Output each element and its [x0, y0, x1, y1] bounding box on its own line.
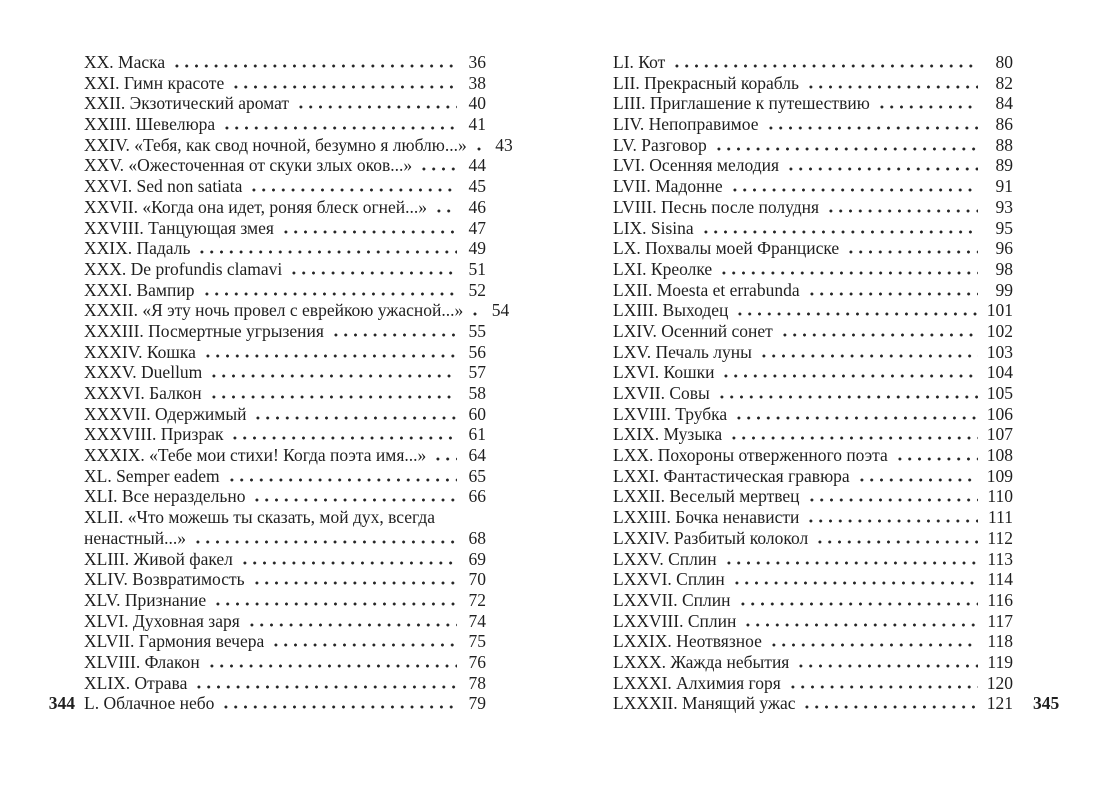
toc-entry [84, 631, 486, 652]
dot-leader [209, 366, 457, 378]
toc-entry [613, 93, 1013, 114]
dot-leader [213, 594, 457, 606]
toc-entry-page-number: 72 [468, 589, 486, 610]
toc-entry-title: XLVIII. Флакон [84, 651, 200, 672]
dot-leader [807, 284, 978, 296]
toc-entry-title: XXI. Гимн красоте [84, 72, 225, 93]
toc-entry-title: XXXVII. Одержимый [84, 403, 247, 424]
toc-entry [613, 652, 1013, 673]
toc-entry [84, 238, 486, 259]
toc-entry-page-number: 66 [468, 486, 486, 507]
toc-entry-title: LXVIII. Трубка [613, 403, 728, 424]
dot-leader [202, 284, 458, 296]
toc-entry-title: XXIX. Падаль [84, 238, 191, 259]
toc-entry-title: LX. Похвалы моей Франциске [613, 238, 840, 259]
toc-entry-title: LVI. Осенняя мелодия [613, 155, 780, 176]
toc-entry [613, 528, 1013, 549]
toc-entry [84, 114, 486, 135]
toc-entry-page-number: 110 [987, 486, 1013, 507]
toc-entry-title: XX. Маска [84, 52, 166, 72]
toc-entry-title: LIX. Sisina [613, 217, 694, 238]
toc-entry [84, 590, 486, 611]
toc-entry-title: XLVII. Гармония вечера [84, 631, 265, 652]
dot-leader [877, 97, 978, 109]
toc-entry [84, 155, 486, 176]
toc-entry [84, 197, 486, 218]
dot-leader [227, 470, 457, 482]
toc-entry-page-number: 57 [468, 362, 486, 383]
toc-entry-page-number: 60 [468, 403, 486, 424]
toc-entry [613, 631, 1013, 652]
toc-entry [613, 549, 1013, 570]
toc-entry-page-number: 114 [987, 569, 1013, 590]
dot-leader [209, 387, 457, 399]
dot-leader [719, 263, 978, 275]
toc-entry-title: LVII. Мадонне [613, 176, 723, 197]
toc-entry-title: XXIV. «Тебя, как свод ночной, безумно я люблю...» [84, 134, 467, 155]
dot-leader [806, 511, 978, 523]
toc-entry-page-number: 104 [986, 362, 1013, 383]
dot-leader [172, 56, 457, 68]
dot-leader [271, 635, 457, 647]
toc-entry [613, 52, 1013, 73]
toc-entry [84, 93, 486, 114]
toc-entry [613, 114, 1013, 135]
dot-leader [759, 346, 978, 358]
toc-entry-title: LXXIX. Неотвязное [613, 631, 762, 652]
toc-entry [613, 321, 1013, 342]
toc-entry [84, 507, 486, 528]
dot-leader [807, 490, 978, 502]
toc-entry-title: XXXII. «Я эту ночь провел с еврейкою ужасной...» [84, 300, 464, 321]
toc-entry-page-number: 111 [988, 507, 1013, 528]
dot-leader [433, 449, 457, 461]
toc-entry [84, 362, 486, 383]
toc-entry [84, 280, 486, 301]
dot-leader [470, 304, 480, 316]
toc-entry-page-number: 56 [468, 341, 486, 362]
dot-leader [743, 615, 978, 627]
toc-entry-title: LXXX. Жажда небытия [613, 651, 790, 672]
toc-entry-page-number: 46 [468, 196, 486, 217]
toc-entry-title: LII. Прекрасный корабль [613, 72, 799, 93]
toc-entry-title: LXII. Moesta et errabunda [613, 279, 800, 300]
toc-entry [613, 383, 1013, 404]
toc-entry [613, 673, 1013, 694]
toc-entry-page-number: 76 [468, 651, 486, 672]
toc-entry [613, 611, 1013, 632]
toc-entry [84, 673, 486, 694]
dot-leader [780, 325, 978, 337]
dot-leader [289, 263, 457, 275]
dot-leader [857, 470, 978, 482]
toc-entry-page-number: 112 [987, 527, 1013, 548]
toc-entry-page-number: 113 [987, 548, 1013, 569]
toc-entry [84, 549, 486, 570]
dot-leader [193, 532, 457, 544]
toc-entry-page-number: 68 [468, 527, 486, 548]
toc-entry [84, 652, 486, 673]
toc-entry [84, 611, 486, 632]
toc-entry [84, 218, 486, 239]
toc-entry-page-number: 105 [986, 383, 1013, 403]
toc-entry-title: LXXXII. Манящий ужас [613, 693, 796, 714]
toc-entry [84, 569, 486, 590]
dot-leader [714, 139, 978, 151]
toc-entry-title: LXXIII. Бочка ненависти [613, 507, 800, 528]
toc-entry-title: XLII. «Что можешь ты сказать, мой дух, всегда [84, 507, 436, 528]
dot-leader [252, 490, 457, 502]
toc-entry-page-number: 107 [986, 424, 1013, 445]
toc-entry-page-number: 58 [468, 383, 486, 403]
toc-entry-title: XXXVI. Балкон [84, 383, 202, 403]
dot-leader [230, 428, 457, 440]
dot-leader [769, 635, 978, 647]
page-folio-right: 345 [1033, 693, 1060, 714]
toc-entry-page-number: 55 [468, 320, 486, 341]
toc-entry-title: LXXXI. Алхимия горя [613, 672, 781, 693]
toc-entry [613, 155, 1013, 176]
dot-leader [788, 677, 978, 689]
toc-entry-title: XXX. De profundis clamavi [84, 258, 283, 279]
page-folio-left: 344 [48, 693, 75, 714]
toc-entry [613, 176, 1013, 197]
toc-entry-title: XXXIII. Посмертные угрызения [84, 320, 324, 341]
dot-leader [802, 697, 978, 709]
toc-entry-page-number: 120 [986, 672, 1013, 693]
toc-entry [84, 466, 486, 487]
toc-entry-page-number: 80 [995, 52, 1013, 72]
toc-entry [613, 569, 1013, 590]
toc-entry-title: LVIII. Песнь после полудня [613, 196, 820, 217]
toc-entry-page-number: 54 [491, 300, 510, 321]
dot-leader [815, 532, 978, 544]
toc-entry-page-number: 116 [987, 589, 1013, 610]
dot-leader [721, 366, 978, 378]
toc-entry-title: LI. Кот [613, 52, 666, 72]
toc-entry [84, 424, 486, 445]
toc-entry-page-number: 109 [986, 465, 1013, 486]
dot-leader [701, 222, 978, 234]
toc-entry [613, 404, 1013, 425]
dot-leader [672, 56, 978, 68]
dot-leader [474, 139, 484, 151]
toc-entry-page-number: 82 [995, 72, 1013, 93]
dot-leader [231, 77, 457, 89]
toc-entry-title: XXVIII. Танцующая змея [84, 217, 274, 238]
toc-entry-title: LXX. Похороны отверженного поэта [613, 445, 888, 466]
toc-entry-title: XLI. Все нераздельно [84, 486, 246, 507]
toc-entry [613, 486, 1013, 507]
toc-entry-title: LXV. Печаль луны [613, 341, 752, 362]
toc-entry [613, 280, 1013, 301]
dot-leader [766, 118, 979, 130]
toc-entry-page-number: 106 [986, 403, 1013, 424]
dot-leader [796, 656, 978, 668]
toc-entry-page-number: 52 [468, 279, 486, 300]
toc-entry [613, 693, 1013, 714]
toc-entry-title: LXXVIII. Сплин [613, 610, 737, 631]
toc-entry-title: LV. Разговор [613, 134, 707, 155]
toc-right-column [613, 52, 1060, 714]
toc-entry-page-number: 96 [995, 238, 1013, 259]
dot-leader [419, 159, 457, 171]
dot-leader [197, 242, 457, 254]
toc-entry [613, 300, 1013, 321]
toc-entry-title: LXXII. Веселый мертвец [613, 486, 800, 507]
toc-entry-page-number: 99 [995, 279, 1013, 300]
toc-entry-title: XLIII. Живой факел [84, 548, 233, 569]
toc-entry-page-number: 86 [995, 114, 1013, 135]
toc-entry-title: LXIII. Выходец [613, 300, 729, 321]
dot-leader [296, 97, 457, 109]
toc-entry-title: XXXI. Вампир [84, 279, 195, 300]
toc-entry-title: LXXIV. Разбитый колокол [613, 527, 809, 548]
dot-leader [222, 118, 457, 130]
toc-entry [613, 445, 1013, 466]
toc-entry-title: LXVI. Кошки [613, 362, 715, 383]
toc-entry-title: L. Облачное небо [84, 693, 215, 714]
toc-entry-title: XXIII. Шевелюра [84, 114, 216, 135]
dot-leader [240, 553, 457, 565]
toc-entry-page-number: 78 [468, 672, 486, 693]
toc-entry-page-number: 79 [468, 693, 486, 714]
toc-entry-page-number: 75 [468, 631, 486, 652]
dot-leader [732, 573, 978, 585]
toc-entry-title: XXII. Экзотический аромат [84, 93, 290, 114]
toc-entry [84, 259, 486, 280]
toc-entry-page-number: 89 [995, 155, 1013, 176]
toc-entry-page-number: 103 [986, 341, 1013, 362]
toc-entry-page-number: 117 [987, 610, 1013, 631]
dot-leader [846, 242, 978, 254]
toc-entry-title: XXV. «Ожесточенная от скуки злых оков...» [84, 155, 413, 176]
toc-entry [84, 693, 486, 714]
toc-entry-title: LXXV. Сплин [613, 548, 717, 569]
dot-leader [826, 201, 978, 213]
toc-entry-title: ненастный...» [84, 527, 187, 548]
toc-entry-page-number: 38 [468, 72, 486, 93]
dot-leader [729, 428, 978, 440]
toc-entry-title: XXXV. Duellum [84, 362, 203, 383]
toc-entry-title: XLVI. Духовная заря [84, 610, 240, 631]
dot-leader [735, 304, 978, 316]
toc-entry-title: LXXVI. Сплин [613, 569, 725, 590]
toc-entry-page-number: 43 [495, 134, 513, 155]
toc-entry [84, 134, 513, 156]
toc-entry-page-number: 91 [995, 176, 1013, 197]
toc-entry-title: XLV. Признание [84, 589, 207, 610]
toc-entry-page-number: 118 [987, 631, 1013, 652]
toc-entry-title: LXVII. Совы [613, 383, 710, 403]
toc-entry-page-number: 51 [468, 258, 486, 279]
toc-entry-title: LXXI. Фантастическая гравюра [613, 465, 850, 486]
toc-entry-title: LIII. Приглашение к путешествию [613, 93, 870, 114]
toc-entry-title: XXXIV. Кошка [84, 341, 196, 362]
toc-entry-title: XLIV. Возвратимость [84, 569, 245, 590]
toc-entry [613, 197, 1013, 218]
dot-leader [249, 180, 457, 192]
toc-entry-page-number: 95 [995, 217, 1013, 238]
toc-entry-page-number: 64 [468, 445, 486, 466]
toc-entry [84, 73, 486, 94]
dot-leader [806, 77, 978, 89]
dot-leader [207, 656, 457, 668]
toc-entry-title: XL. Semper eadem [84, 465, 220, 486]
toc-entry [84, 52, 486, 73]
dot-leader [194, 677, 457, 689]
toc-entry-title: LXI. Креолке [613, 258, 713, 279]
dot-leader [724, 553, 978, 565]
toc-entry [84, 404, 486, 425]
toc-entry [84, 176, 486, 197]
toc-entry [84, 383, 486, 404]
dot-leader [895, 449, 978, 461]
toc-entry [613, 362, 1013, 383]
toc-entry [613, 259, 1013, 280]
toc-entry-title: XXVII. «Когда она идет, роняя блеск огней...» [84, 196, 428, 217]
toc-entry-title: XLIX. Отрава [84, 672, 188, 693]
dot-leader [281, 222, 457, 234]
dot-leader [786, 159, 978, 171]
toc-entry-page-number: 65 [468, 465, 486, 486]
toc-entry-page-number: 74 [468, 610, 486, 631]
toc-entry-page-number: 93 [995, 196, 1013, 217]
toc-entry-title: LXXVII. Сплин [613, 589, 731, 610]
toc-entry [84, 528, 486, 549]
dot-leader [738, 594, 978, 606]
toc-entry-page-number: 36 [468, 52, 486, 72]
dot-leader [331, 325, 457, 337]
toc-entry [613, 507, 1013, 528]
dot-leader [252, 573, 457, 585]
dot-leader [717, 387, 978, 399]
toc-entry [613, 238, 1013, 259]
toc-entry [613, 466, 1013, 487]
toc-entry-page-number: 121 [986, 693, 1013, 714]
toc-entry-page-number: 102 [986, 320, 1013, 341]
dot-leader [253, 408, 457, 420]
dot-leader [221, 697, 457, 709]
toc-entry-page-number: 101 [986, 300, 1013, 321]
toc-entry-page-number: 47 [468, 217, 486, 238]
toc-entry-page-number: 44 [468, 155, 486, 176]
toc-entry-title: XXVI. Sed non satiata [84, 176, 243, 197]
dot-leader [434, 201, 457, 213]
toc-entry [84, 321, 486, 342]
toc-entry-title: LXIX. Музыка [613, 424, 723, 445]
toc-entry [613, 424, 1013, 445]
toc-entry-page-number: 61 [468, 424, 486, 445]
toc-entry-title: XXXIX. «Тебе мои стихи! Когда поэта имя...» [84, 445, 427, 466]
toc-left-column [48, 52, 513, 714]
toc-entry-title: XXXVIII. Призрак [84, 424, 224, 445]
toc-entry [613, 73, 1013, 94]
toc-entry-page-number: 40 [468, 93, 486, 114]
dot-leader [247, 615, 457, 627]
toc-entry [84, 445, 486, 466]
toc-entry-title: LIV. Непоправимое [613, 114, 759, 135]
toc-entry-page-number: 98 [995, 258, 1013, 279]
toc-entry-page-number: 108 [986, 445, 1013, 466]
toc-entry-page-number: 84 [995, 93, 1013, 114]
dot-leader [734, 408, 978, 420]
dot-leader [730, 180, 978, 192]
dot-leader [203, 346, 457, 358]
toc-entry-page-number: 41 [468, 114, 486, 135]
toc-entry [613, 590, 1013, 611]
toc-entry-page-number: 70 [468, 569, 486, 590]
toc-entry-page-number: 49 [468, 238, 486, 259]
toc-entry-page-number: 45 [468, 176, 486, 197]
toc-entry-page-number: 119 [987, 651, 1013, 672]
toc-entry [84, 486, 486, 507]
toc-entry-title: LXIV. Осенний сонет [613, 320, 773, 341]
toc-entry [613, 218, 1013, 239]
toc-entry [84, 342, 486, 363]
toc-entry [84, 300, 510, 321]
toc-entry-page-number: 88 [995, 134, 1013, 155]
toc-entry [613, 342, 1013, 363]
toc-entry [613, 135, 1013, 156]
toc-entry-page-number: 69 [468, 548, 486, 569]
